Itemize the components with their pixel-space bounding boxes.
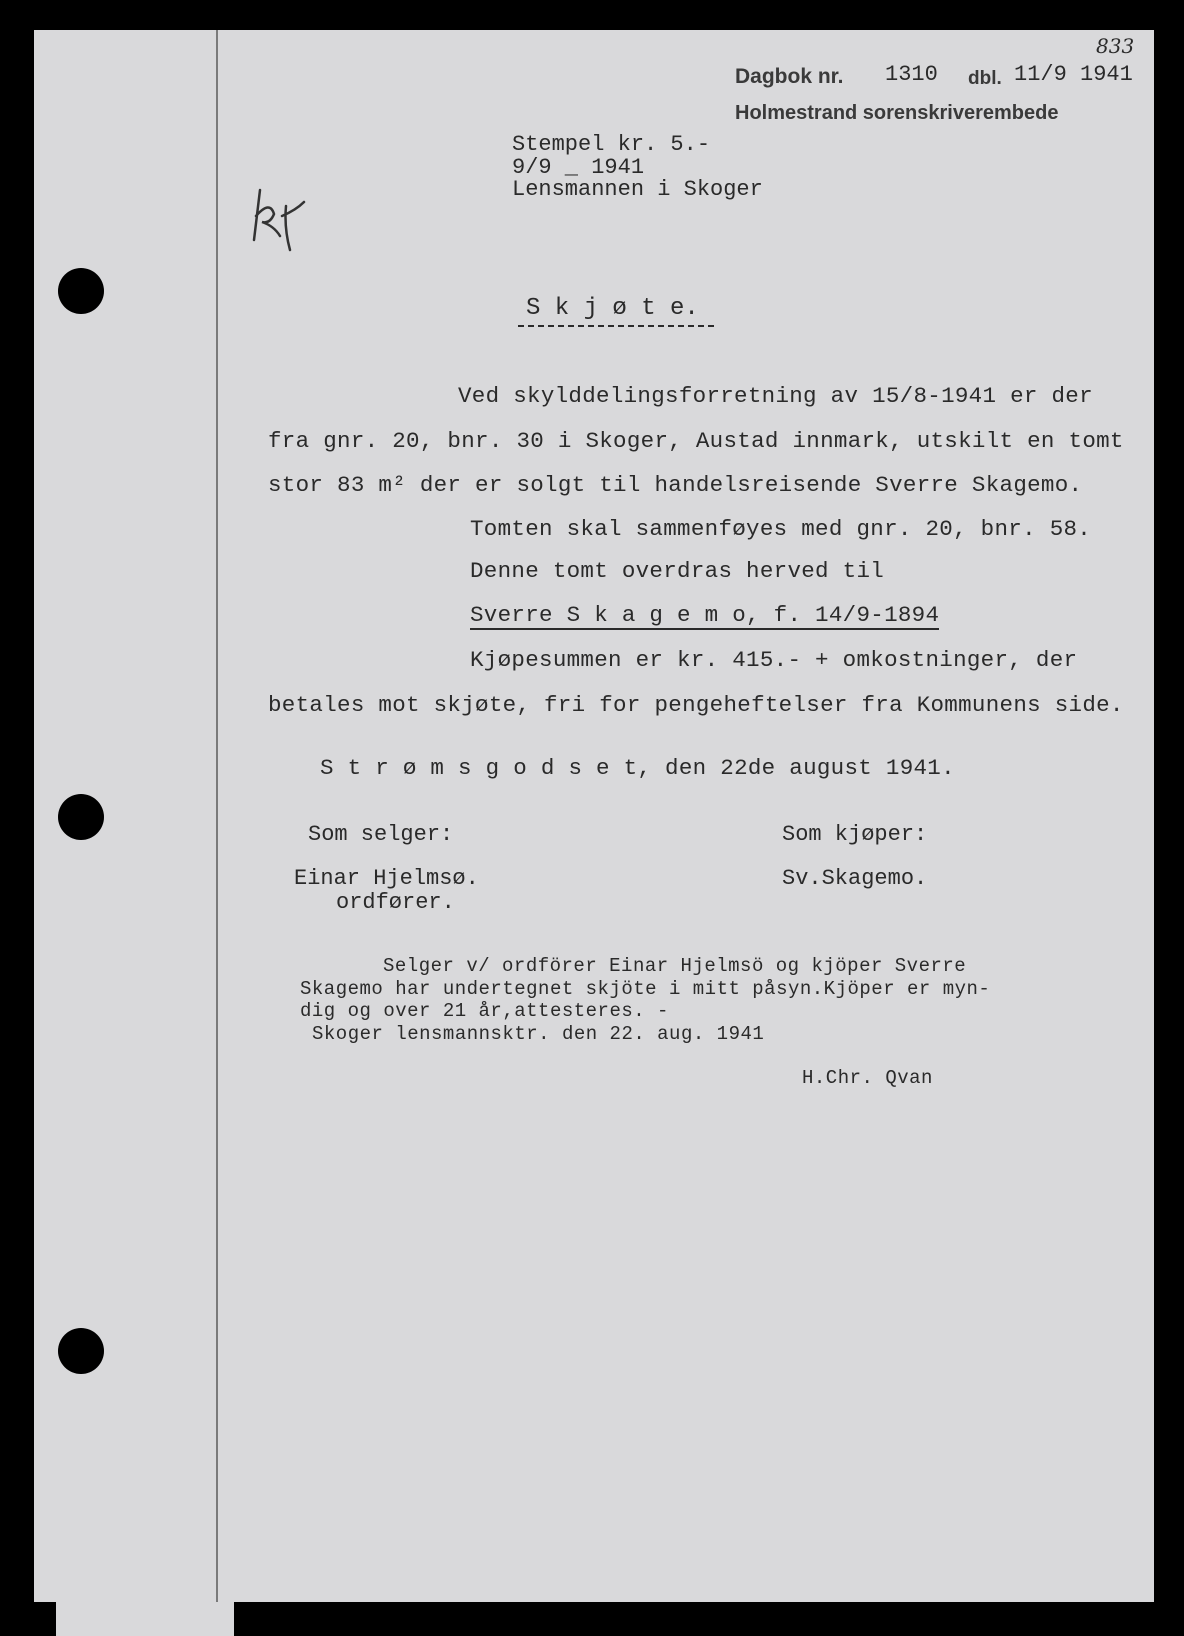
dbl-label: dbl. xyxy=(968,68,1002,89)
punch-hole-middle xyxy=(58,794,104,840)
dagbok-number: 1310 xyxy=(885,62,938,87)
dagbok-label: Dagbok nr. xyxy=(735,65,844,88)
document-page xyxy=(34,30,1154,1602)
page-edge-tab xyxy=(56,1602,234,1636)
attestation-line: Selger v/ ordförer Einar Hjelmsö og kjöper Sverre xyxy=(383,955,967,977)
stempel-line-3: Lensmannen i Skoger xyxy=(512,177,763,202)
stempel-line-2: 9/9 _ 1941 xyxy=(512,155,645,180)
document-title: S k j ø t e. xyxy=(526,295,699,322)
seller-name: Einar Hjelmsø. xyxy=(294,866,479,891)
seller-label: Som selger: xyxy=(308,822,454,847)
body-line: fra gnr. 20, bnr. 30 i Skoger, Austad innmark, utskilt en tomt xyxy=(268,428,1124,454)
stempel-line-1: Stempel kr. 5.- xyxy=(512,132,711,157)
place-date: S t r ø m s g o d s e t, den 22de august 1941. xyxy=(320,755,955,781)
office-stamp: Holmestrand sorenskriverembede xyxy=(735,102,1059,124)
page-number: 833 xyxy=(1096,34,1135,58)
buyer-label: Som kjøper: xyxy=(782,822,928,847)
attestation-line: Skagemo har undertegnet skjöte i mitt påsyn.Kjöper er myn- xyxy=(300,978,991,1000)
buyer-signature: Sv.Skagemo. xyxy=(782,866,928,891)
body-line: Denne tomt overdras herved til xyxy=(470,558,885,584)
punch-hole-bottom xyxy=(58,1328,104,1374)
dagbok-date: 11/9 1941 xyxy=(1014,62,1133,87)
body-line: stor 83 m² der er solgt til handelsreisende Sverre Skagemo. xyxy=(268,472,1083,498)
body-line: betales mot skjøte, fri for pengeheftelser fra Kommunens side. xyxy=(268,692,1124,718)
initials-mark xyxy=(246,180,326,260)
title-underline xyxy=(518,325,714,327)
body-line: Tomten skal sammenføyes med gnr. 20, bnr. 58. xyxy=(470,516,1092,542)
attestation-line: dig og over 21 år,attesteres. - xyxy=(300,1000,669,1022)
punch-hole-top xyxy=(58,268,104,314)
body-line: Kjøpesummen er kr. 415.- + omkostninger, der xyxy=(470,647,1078,673)
margin-line xyxy=(216,30,218,1602)
seller-title: ordfører. xyxy=(336,890,455,915)
buyer-name-line: Sverre S k a g e m o, f. 14/9-1894 xyxy=(470,602,940,628)
attestation-line: Skoger lensmannsktr. den 22. aug. 1941 xyxy=(312,1023,765,1045)
body-line: Ved skylddelingsforretning av 15/8-1941 er der xyxy=(458,383,1093,409)
attestation-signer: H.Chr. Qvan xyxy=(802,1067,933,1089)
